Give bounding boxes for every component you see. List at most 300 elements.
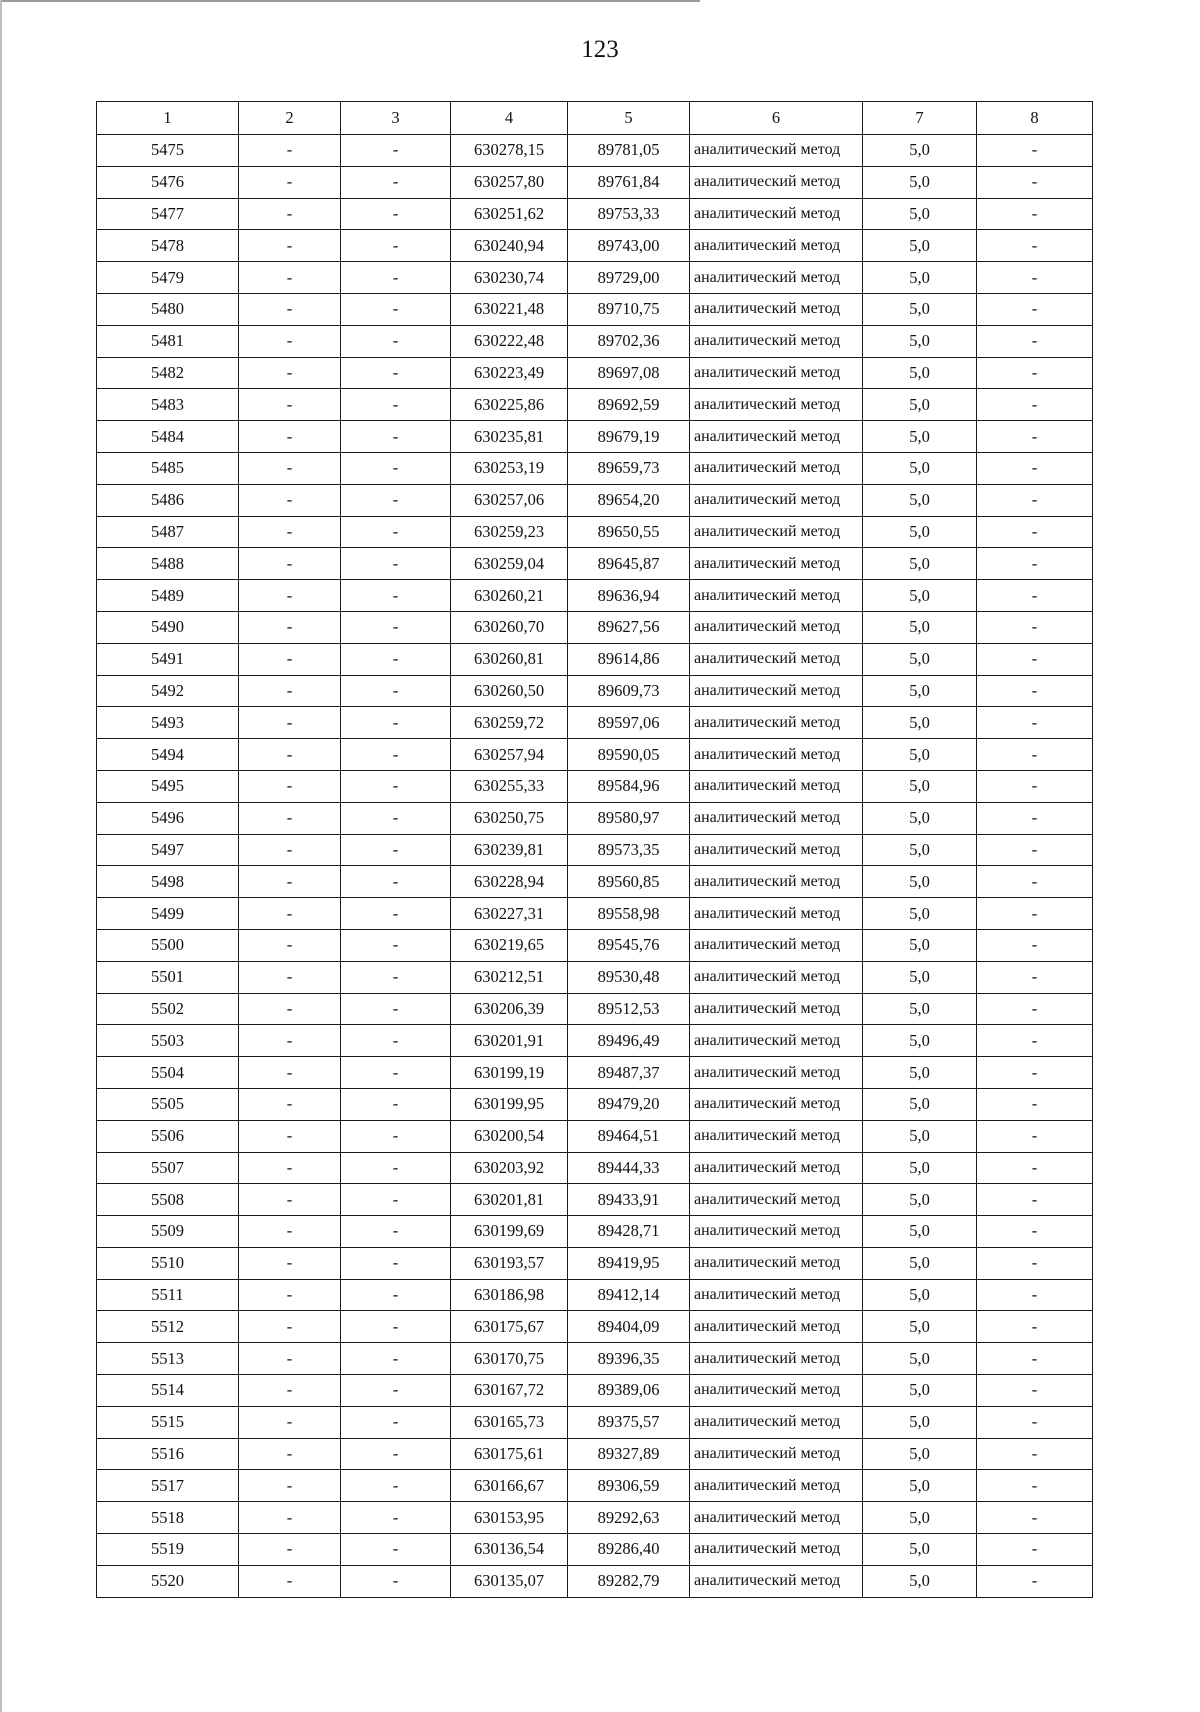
y-coordinate-cell: 89327,89 <box>568 1438 690 1470</box>
method-cell: аналитический метод <box>690 421 863 453</box>
table-header-row <box>97 102 1093 135</box>
point-number-cell: 5494 <box>97 739 239 771</box>
cell-col-3: - <box>341 1343 451 1375</box>
method-cell: аналитический метод <box>690 898 863 930</box>
accuracy-cell: 5,0 <box>863 1406 977 1438</box>
table-row <box>97 898 1093 930</box>
x-coordinate-cell: 630260,70 <box>451 611 568 643</box>
x-coordinate-cell: 630278,15 <box>451 135 568 167</box>
method-cell: аналитический метод <box>690 389 863 421</box>
column-header: 6 <box>690 102 863 135</box>
table-row <box>97 1057 1093 1089</box>
cell-col-2: - <box>239 1343 341 1375</box>
cell-col-3: - <box>341 929 451 961</box>
point-number-cell: 5503 <box>97 1025 239 1057</box>
point-number-cell: 5513 <box>97 1343 239 1375</box>
table-row <box>97 866 1093 898</box>
point-number-cell: 5512 <box>97 1311 239 1343</box>
method-cell: аналитический метод <box>690 611 863 643</box>
method-cell: аналитический метод <box>690 675 863 707</box>
cell-col-8: - <box>977 198 1093 230</box>
scan-edge-left <box>0 0 2 1712</box>
cell-col-3: - <box>341 1216 451 1248</box>
coordinates-table <box>96 101 1093 1598</box>
table-row <box>97 1216 1093 1248</box>
method-cell: аналитический метод <box>690 1311 863 1343</box>
x-coordinate-cell: 630255,33 <box>451 770 568 802</box>
cell-col-2: - <box>239 898 341 930</box>
point-number-cell: 5519 <box>97 1534 239 1566</box>
cell-col-8: - <box>977 1470 1093 1502</box>
x-coordinate-cell: 630225,86 <box>451 389 568 421</box>
accuracy-cell: 5,0 <box>863 484 977 516</box>
x-coordinate-cell: 630240,94 <box>451 230 568 262</box>
x-coordinate-cell: 630221,48 <box>451 293 568 325</box>
point-number-cell: 5515 <box>97 1406 239 1438</box>
cell-col-3: - <box>341 866 451 898</box>
cell-col-8: - <box>977 707 1093 739</box>
cell-col-3: - <box>341 1311 451 1343</box>
method-cell: аналитический метод <box>690 1406 863 1438</box>
accuracy-cell: 5,0 <box>863 580 977 612</box>
cell-col-2: - <box>239 293 341 325</box>
point-number-cell: 5489 <box>97 580 239 612</box>
cell-col-3: - <box>341 675 451 707</box>
x-coordinate-cell: 630260,21 <box>451 580 568 612</box>
cell-col-8: - <box>977 230 1093 262</box>
cell-col-3: - <box>341 1406 451 1438</box>
cell-col-3: - <box>341 166 451 198</box>
x-coordinate-cell: 630167,72 <box>451 1375 568 1407</box>
cell-col-8: - <box>977 262 1093 294</box>
cell-col-2: - <box>239 166 341 198</box>
y-coordinate-cell: 89614,86 <box>568 643 690 675</box>
x-coordinate-cell: 630228,94 <box>451 866 568 898</box>
method-cell: аналитический метод <box>690 961 863 993</box>
cell-col-8: - <box>977 484 1093 516</box>
cell-col-8: - <box>977 1534 1093 1566</box>
table-row <box>97 675 1093 707</box>
y-coordinate-cell: 89697,08 <box>568 357 690 389</box>
point-number-cell: 5517 <box>97 1470 239 1502</box>
table-row <box>97 1025 1093 1057</box>
y-coordinate-cell: 89627,56 <box>568 611 690 643</box>
accuracy-cell: 5,0 <box>863 1247 977 1279</box>
cell-col-2: - <box>239 707 341 739</box>
cell-col-2: - <box>239 516 341 548</box>
cell-col-8: - <box>977 1438 1093 1470</box>
accuracy-cell: 5,0 <box>863 834 977 866</box>
cell-col-8: - <box>977 548 1093 580</box>
table-row <box>97 484 1093 516</box>
x-coordinate-cell: 630251,62 <box>451 198 568 230</box>
accuracy-cell: 5,0 <box>863 293 977 325</box>
y-coordinate-cell: 89428,71 <box>568 1216 690 1248</box>
page-number: 123 <box>581 36 619 63</box>
cell-col-3: - <box>341 452 451 484</box>
method-cell: аналитический метод <box>690 198 863 230</box>
y-coordinate-cell: 89654,20 <box>568 484 690 516</box>
y-coordinate-cell: 89496,49 <box>568 1025 690 1057</box>
cell-col-8: - <box>977 516 1093 548</box>
cell-col-2: - <box>239 357 341 389</box>
column-header: 4 <box>451 102 568 135</box>
accuracy-cell: 5,0 <box>863 198 977 230</box>
method-cell: аналитический метод <box>690 802 863 834</box>
cell-col-8: - <box>977 1025 1093 1057</box>
point-number-cell: 5480 <box>97 293 239 325</box>
point-number-cell: 5520 <box>97 1565 239 1597</box>
accuracy-cell: 5,0 <box>863 1088 977 1120</box>
point-number-cell: 5481 <box>97 325 239 357</box>
method-cell: аналитический метод <box>690 1216 863 1248</box>
table-row <box>97 452 1093 484</box>
table-row <box>97 1120 1093 1152</box>
method-cell: аналитический метод <box>690 1025 863 1057</box>
table-row <box>97 1311 1093 1343</box>
point-number-cell: 5492 <box>97 675 239 707</box>
point-number-cell: 5484 <box>97 421 239 453</box>
cell-col-8: - <box>977 1502 1093 1534</box>
x-coordinate-cell: 630153,95 <box>451 1502 568 1534</box>
accuracy-cell: 5,0 <box>863 898 977 930</box>
cell-col-3: - <box>341 961 451 993</box>
accuracy-cell: 5,0 <box>863 421 977 453</box>
cell-col-3: - <box>341 643 451 675</box>
point-number-cell: 5493 <box>97 707 239 739</box>
y-coordinate-cell: 89433,91 <box>568 1184 690 1216</box>
method-cell: аналитический метод <box>690 643 863 675</box>
table-row <box>97 1406 1093 1438</box>
y-coordinate-cell: 89781,05 <box>568 135 690 167</box>
cell-col-2: - <box>239 484 341 516</box>
cell-col-8: - <box>977 929 1093 961</box>
table-row <box>97 389 1093 421</box>
accuracy-cell: 5,0 <box>863 1120 977 1152</box>
table-row <box>97 1470 1093 1502</box>
x-coordinate-cell: 630219,65 <box>451 929 568 961</box>
cell-col-3: - <box>341 1375 451 1407</box>
x-coordinate-cell: 630199,69 <box>451 1216 568 1248</box>
point-number-cell: 5508 <box>97 1184 239 1216</box>
method-cell: аналитический метод <box>690 230 863 262</box>
accuracy-cell: 5,0 <box>863 516 977 548</box>
method-cell: аналитический метод <box>690 166 863 198</box>
table-row <box>97 516 1093 548</box>
table-row <box>97 611 1093 643</box>
method-cell: аналитический метод <box>690 1565 863 1597</box>
point-number-cell: 5482 <box>97 357 239 389</box>
cell-col-2: - <box>239 1502 341 1534</box>
table-row <box>97 770 1093 802</box>
accuracy-cell: 5,0 <box>863 1502 977 1534</box>
cell-col-3: - <box>341 1025 451 1057</box>
x-coordinate-cell: 630260,50 <box>451 675 568 707</box>
y-coordinate-cell: 89292,63 <box>568 1502 690 1534</box>
y-coordinate-cell: 89404,09 <box>568 1311 690 1343</box>
cell-col-3: - <box>341 1088 451 1120</box>
point-number-cell: 5496 <box>97 802 239 834</box>
cell-col-8: - <box>977 1057 1093 1089</box>
y-coordinate-cell: 89560,85 <box>568 866 690 898</box>
y-coordinate-cell: 89692,59 <box>568 389 690 421</box>
method-cell: аналитический метод <box>690 1120 863 1152</box>
method-cell: аналитический метод <box>690 1502 863 1534</box>
table-row <box>97 262 1093 294</box>
cell-col-3: - <box>341 357 451 389</box>
cell-col-2: - <box>239 1534 341 1566</box>
x-coordinate-cell: 630175,67 <box>451 1311 568 1343</box>
table-row <box>97 1152 1093 1184</box>
y-coordinate-cell: 89743,00 <box>568 230 690 262</box>
point-number-cell: 5485 <box>97 452 239 484</box>
y-coordinate-cell: 89597,06 <box>568 707 690 739</box>
point-number-cell: 5490 <box>97 611 239 643</box>
x-coordinate-cell: 630257,80 <box>451 166 568 198</box>
method-cell: аналитический метод <box>690 325 863 357</box>
x-coordinate-cell: 630200,54 <box>451 1120 568 1152</box>
cell-col-3: - <box>341 516 451 548</box>
cell-col-8: - <box>977 1311 1093 1343</box>
table-row <box>97 135 1093 167</box>
cell-col-8: - <box>977 993 1093 1025</box>
x-coordinate-cell: 630201,91 <box>451 1025 568 1057</box>
table-row <box>97 1565 1093 1597</box>
table-row <box>97 739 1093 771</box>
y-coordinate-cell: 89659,73 <box>568 452 690 484</box>
y-coordinate-cell: 89645,87 <box>568 548 690 580</box>
column-header: 3 <box>341 102 451 135</box>
y-coordinate-cell: 89479,20 <box>568 1088 690 1120</box>
table-body <box>97 135 1093 1598</box>
method-cell: аналитический метод <box>690 834 863 866</box>
point-number-cell: 5479 <box>97 262 239 294</box>
y-coordinate-cell: 89306,59 <box>568 1470 690 1502</box>
scan-edge-top <box>0 0 700 2</box>
cell-col-2: - <box>239 1247 341 1279</box>
accuracy-cell: 5,0 <box>863 866 977 898</box>
table-row <box>97 1502 1093 1534</box>
y-coordinate-cell: 89580,97 <box>568 802 690 834</box>
method-cell: аналитический метод <box>690 707 863 739</box>
x-coordinate-cell: 630222,48 <box>451 325 568 357</box>
table-row <box>97 230 1093 262</box>
method-cell: аналитический метод <box>690 1152 863 1184</box>
x-coordinate-cell: 630136,54 <box>451 1534 568 1566</box>
cell-col-8: - <box>977 1216 1093 1248</box>
y-coordinate-cell: 89753,33 <box>568 198 690 230</box>
accuracy-cell: 5,0 <box>863 739 977 771</box>
y-coordinate-cell: 89530,48 <box>568 961 690 993</box>
x-coordinate-cell: 630201,81 <box>451 1184 568 1216</box>
point-number-cell: 5475 <box>97 135 239 167</box>
table-row <box>97 421 1093 453</box>
point-number-cell: 5491 <box>97 643 239 675</box>
cell-col-8: - <box>977 1375 1093 1407</box>
cell-col-8: - <box>977 898 1093 930</box>
cell-col-2: - <box>239 1311 341 1343</box>
cell-col-2: - <box>239 262 341 294</box>
cell-col-2: - <box>239 1470 341 1502</box>
point-number-cell: 5502 <box>97 993 239 1025</box>
method-cell: аналитический метод <box>690 1375 863 1407</box>
accuracy-cell: 5,0 <box>863 1438 977 1470</box>
y-coordinate-cell: 89412,14 <box>568 1279 690 1311</box>
table-row <box>97 1184 1093 1216</box>
method-cell: аналитический метод <box>690 993 863 1025</box>
table-row <box>97 834 1093 866</box>
accuracy-cell: 5,0 <box>863 1216 977 1248</box>
accuracy-cell: 5,0 <box>863 357 977 389</box>
method-cell: аналитический метод <box>690 1088 863 1120</box>
point-number-cell: 5476 <box>97 166 239 198</box>
point-number-cell: 5483 <box>97 389 239 421</box>
method-cell: аналитический метод <box>690 484 863 516</box>
method-cell: аналитический метод <box>690 866 863 898</box>
y-coordinate-cell: 89729,00 <box>568 262 690 294</box>
method-cell: аналитический метод <box>690 1057 863 1089</box>
cell-col-2: - <box>239 135 341 167</box>
cell-col-8: - <box>977 643 1093 675</box>
cell-col-8: - <box>977 1565 1093 1597</box>
cell-col-2: - <box>239 1375 341 1407</box>
cell-col-8: - <box>977 1120 1093 1152</box>
method-cell: аналитический метод <box>690 262 863 294</box>
y-coordinate-cell: 89710,75 <box>568 293 690 325</box>
accuracy-cell: 5,0 <box>863 643 977 675</box>
column-header: 5 <box>568 102 690 135</box>
accuracy-cell: 5,0 <box>863 1152 977 1184</box>
cell-col-2: - <box>239 1152 341 1184</box>
accuracy-cell: 5,0 <box>863 262 977 294</box>
x-coordinate-cell: 630259,72 <box>451 707 568 739</box>
cell-col-3: - <box>341 611 451 643</box>
point-number-cell: 5507 <box>97 1152 239 1184</box>
accuracy-cell: 5,0 <box>863 1375 977 1407</box>
y-coordinate-cell: 89444,33 <box>568 1152 690 1184</box>
cell-col-2: - <box>239 1184 341 1216</box>
cell-col-2: - <box>239 198 341 230</box>
cell-col-8: - <box>977 802 1093 834</box>
accuracy-cell: 5,0 <box>863 1279 977 1311</box>
cell-col-8: - <box>977 961 1093 993</box>
point-number-cell: 5516 <box>97 1438 239 1470</box>
cell-col-3: - <box>341 770 451 802</box>
table-row <box>97 1375 1093 1407</box>
method-cell: аналитический метод <box>690 357 863 389</box>
cell-col-2: - <box>239 1565 341 1597</box>
cell-col-8: - <box>977 834 1093 866</box>
accuracy-cell: 5,0 <box>863 1057 977 1089</box>
cell-col-8: - <box>977 135 1093 167</box>
column-header: 7 <box>863 102 977 135</box>
y-coordinate-cell: 89590,05 <box>568 739 690 771</box>
y-coordinate-cell: 89702,36 <box>568 325 690 357</box>
x-coordinate-cell: 630175,61 <box>451 1438 568 1470</box>
method-cell: аналитический метод <box>690 516 863 548</box>
accuracy-cell: 5,0 <box>863 707 977 739</box>
x-coordinate-cell: 630257,06 <box>451 484 568 516</box>
method-cell: аналитический метод <box>690 770 863 802</box>
cell-col-8: - <box>977 389 1093 421</box>
x-coordinate-cell: 630259,23 <box>451 516 568 548</box>
cell-col-2: - <box>239 230 341 262</box>
cell-col-3: - <box>341 1120 451 1152</box>
point-number-cell: 5498 <box>97 866 239 898</box>
point-number-cell: 5509 <box>97 1216 239 1248</box>
method-cell: аналитический метод <box>690 1184 863 1216</box>
x-coordinate-cell: 630186,98 <box>451 1279 568 1311</box>
accuracy-cell: 5,0 <box>863 135 977 167</box>
point-number-cell: 5486 <box>97 484 239 516</box>
y-coordinate-cell: 89761,84 <box>568 166 690 198</box>
cell-col-2: - <box>239 1025 341 1057</box>
method-cell: аналитический метод <box>690 1470 863 1502</box>
column-header: 2 <box>239 102 341 135</box>
table-row <box>97 293 1093 325</box>
cell-col-2: - <box>239 1438 341 1470</box>
cell-col-3: - <box>341 739 451 771</box>
y-coordinate-cell: 89545,76 <box>568 929 690 961</box>
cell-col-2: - <box>239 802 341 834</box>
y-coordinate-cell: 89636,94 <box>568 580 690 612</box>
cell-col-2: - <box>239 993 341 1025</box>
table-row <box>97 1534 1093 1566</box>
cell-col-2: - <box>239 834 341 866</box>
cell-col-8: - <box>977 325 1093 357</box>
cell-col-2: - <box>239 866 341 898</box>
cell-col-8: - <box>977 1247 1093 1279</box>
accuracy-cell: 5,0 <box>863 1565 977 1597</box>
cell-col-2: - <box>239 675 341 707</box>
cell-col-2: - <box>239 739 341 771</box>
cell-col-3: - <box>341 135 451 167</box>
cell-col-3: - <box>341 1565 451 1597</box>
y-coordinate-cell: 89282,79 <box>568 1565 690 1597</box>
cell-col-2: - <box>239 643 341 675</box>
y-coordinate-cell: 89573,35 <box>568 834 690 866</box>
point-number-cell: 5477 <box>97 198 239 230</box>
accuracy-cell: 5,0 <box>863 1470 977 1502</box>
cell-col-3: - <box>341 1152 451 1184</box>
accuracy-cell: 5,0 <box>863 548 977 580</box>
cell-col-8: - <box>977 1088 1093 1120</box>
cell-col-2: - <box>239 1279 341 1311</box>
table-row <box>97 580 1093 612</box>
accuracy-cell: 5,0 <box>863 1184 977 1216</box>
x-coordinate-cell: 630203,92 <box>451 1152 568 1184</box>
cell-col-3: - <box>341 389 451 421</box>
x-coordinate-cell: 630199,19 <box>451 1057 568 1089</box>
point-number-cell: 5504 <box>97 1057 239 1089</box>
y-coordinate-cell: 89679,19 <box>568 421 690 453</box>
y-coordinate-cell: 89464,51 <box>568 1120 690 1152</box>
cell-col-3: - <box>341 993 451 1025</box>
cell-col-3: - <box>341 1438 451 1470</box>
accuracy-cell: 5,0 <box>863 1534 977 1566</box>
table-row <box>97 802 1093 834</box>
cell-col-2: - <box>239 421 341 453</box>
table-row <box>97 357 1093 389</box>
cell-col-8: - <box>977 293 1093 325</box>
cell-col-3: - <box>341 293 451 325</box>
cell-col-2: - <box>239 1406 341 1438</box>
x-coordinate-cell: 630223,49 <box>451 357 568 389</box>
cell-col-3: - <box>341 1247 451 1279</box>
x-coordinate-cell: 630253,19 <box>451 452 568 484</box>
cell-col-8: - <box>977 1184 1093 1216</box>
x-coordinate-cell: 630235,81 <box>451 421 568 453</box>
